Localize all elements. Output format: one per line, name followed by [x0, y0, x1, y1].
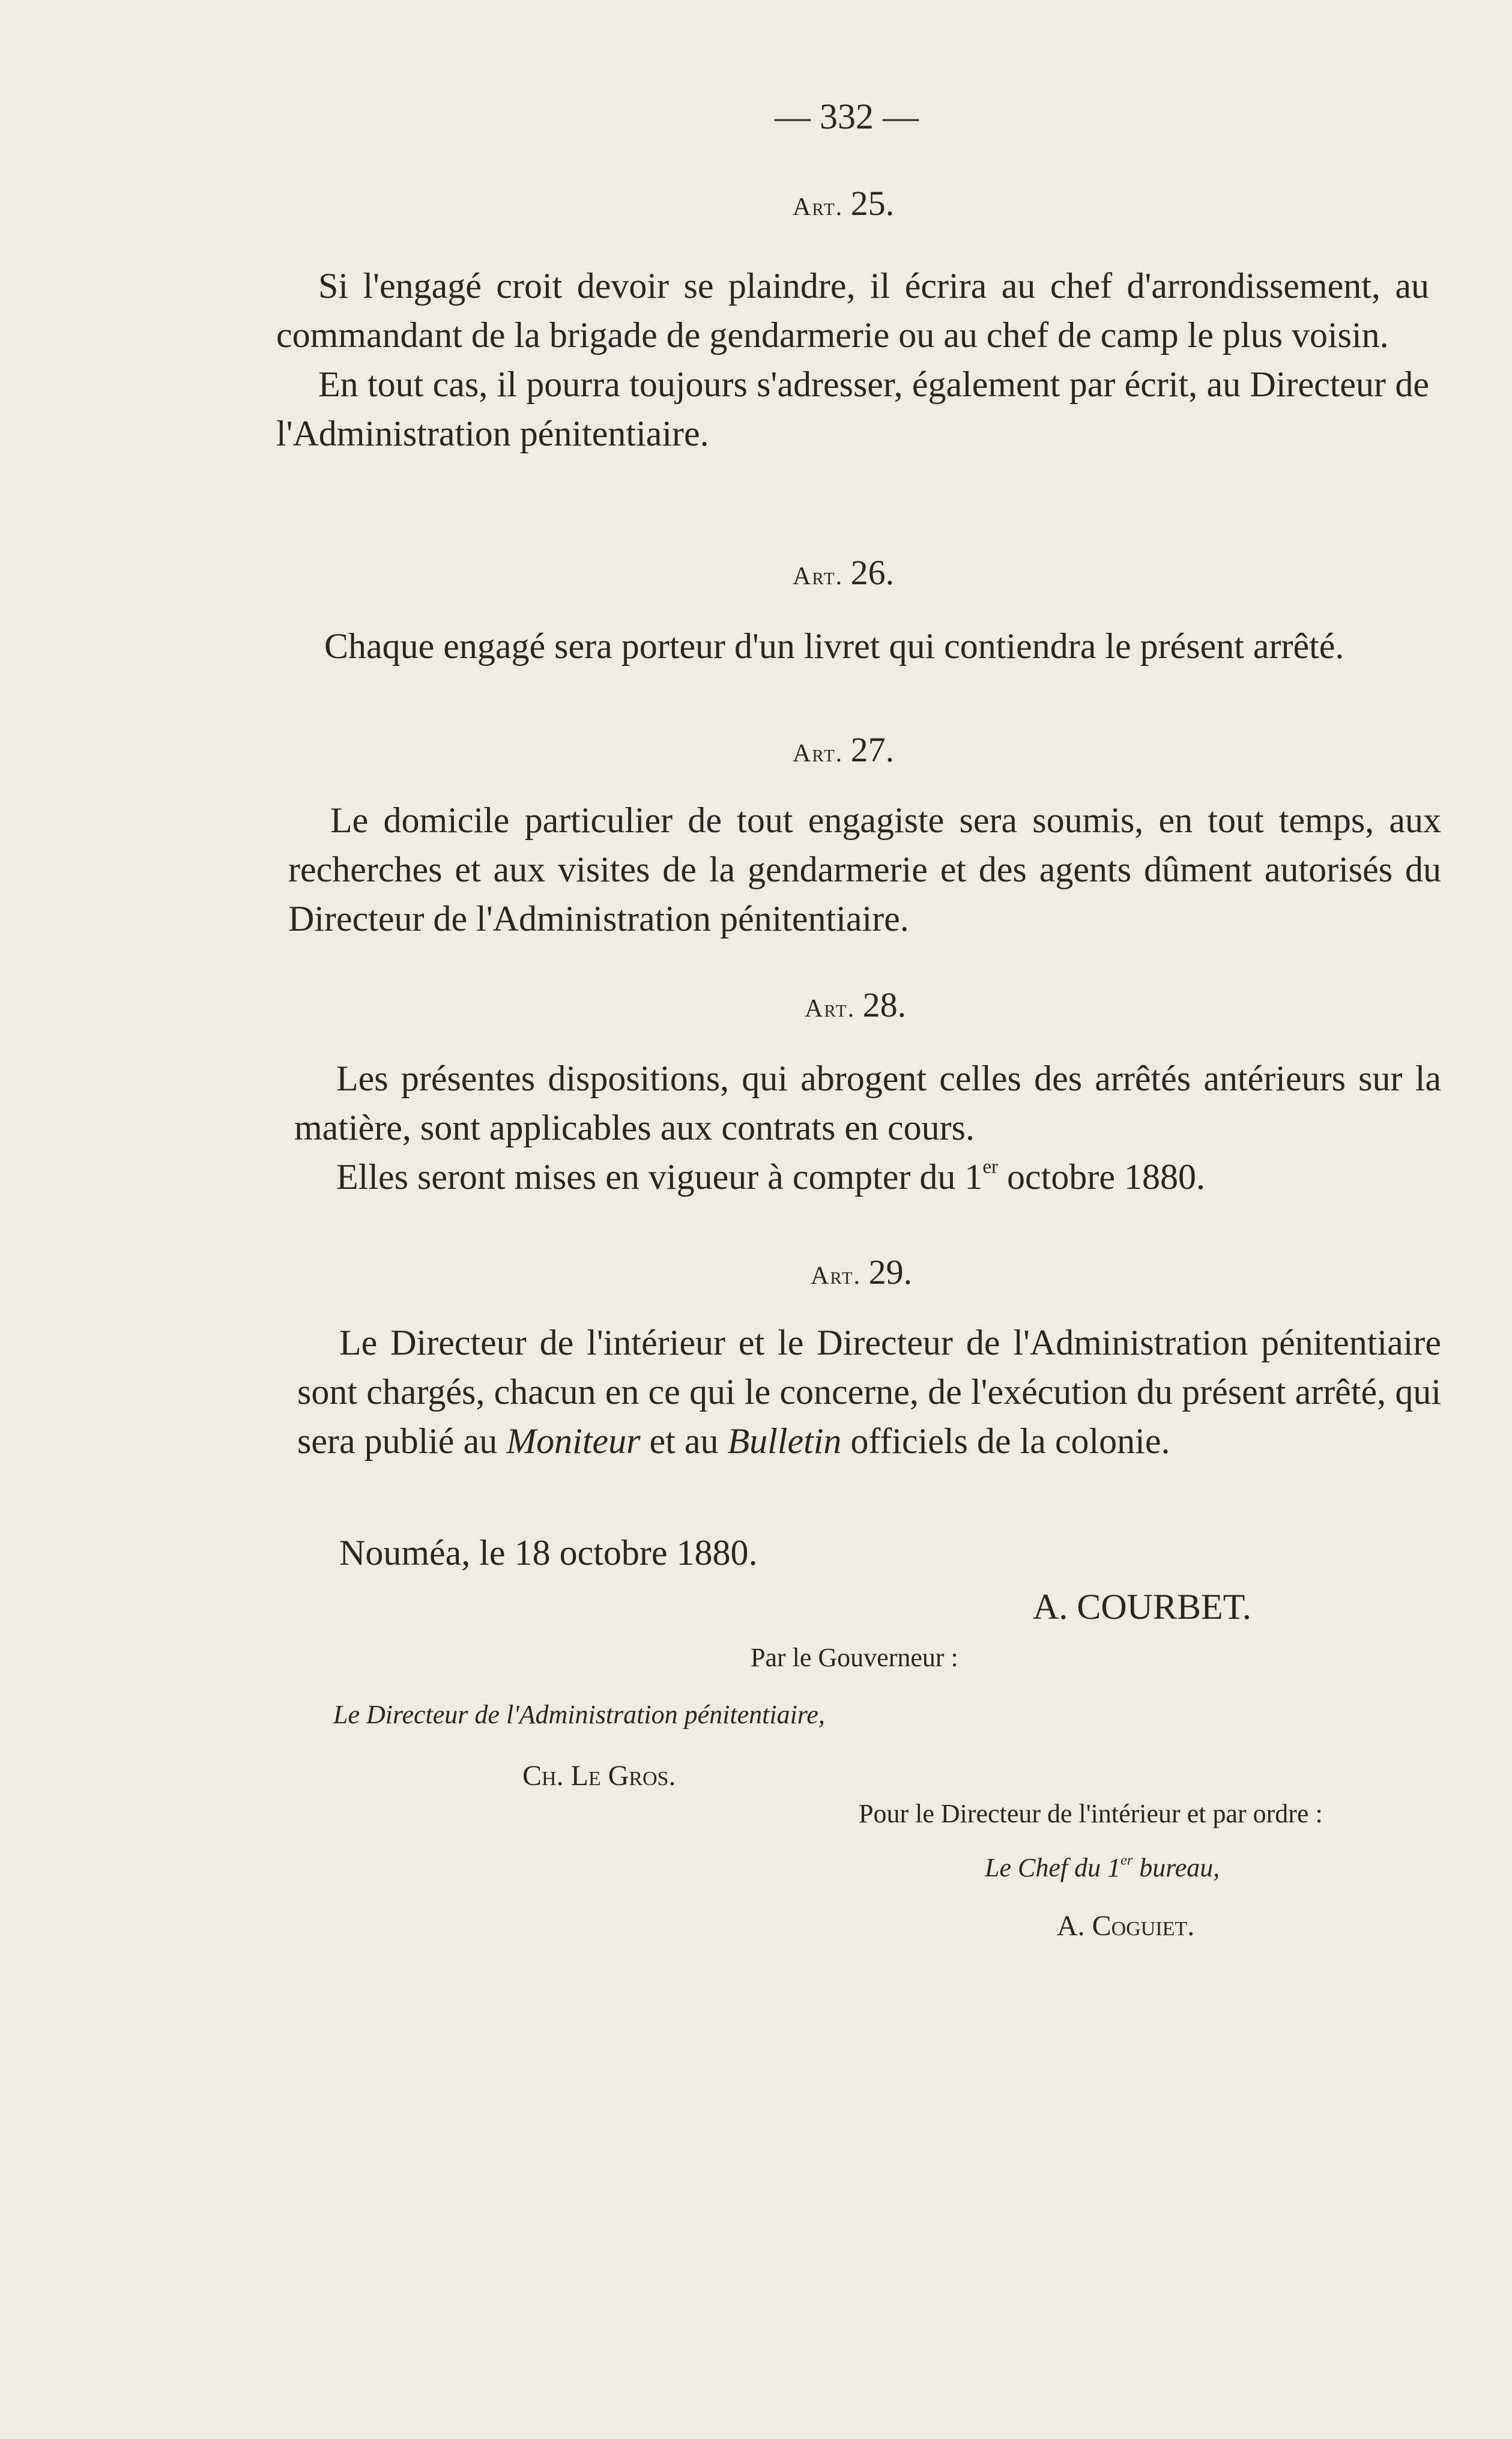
article-heading-prefix: Art. — [793, 563, 844, 590]
article-29-paragraph-1 — [297, 1318, 1441, 1466]
article-29-text-3: officiels de la colonie. — [841, 1421, 1170, 1461]
place-date: Nouméa, le 18 octobre 1880. — [339, 1533, 758, 1573]
article-25-body — [276, 261, 1429, 458]
pour-le-directeur: Pour le Directeur de l'intérieur et par ordre : — [859, 1799, 1323, 1828]
article-28-line-after: octobre 1880. — [998, 1157, 1205, 1197]
article-26-body — [282, 621, 1435, 671]
par-le-gouverneur: Par le Gouverneur : — [751, 1643, 958, 1672]
article-28-paragraph-2 — [294, 1152, 1441, 1201]
page-number: — 332 — — [775, 97, 919, 136]
article-28-line-before: Elles seront mises en vigueur à compter du 1 — [336, 1157, 983, 1197]
chef-name: A. Coguiet. — [1057, 1910, 1195, 1942]
article-heading-prefix: Art. — [805, 995, 856, 1023]
article-28-body — [294, 1054, 1441, 1201]
chef-prefix: Le Chef du 1 — [985, 1853, 1121, 1882]
directeur-title: Le Directeur de l'Administration pénitentiaire, — [333, 1700, 825, 1729]
article-29-text-2: et au — [640, 1421, 728, 1461]
directeur-name: Ch. Le Gros. — [522, 1760, 676, 1792]
article-heading-number: 26. — [850, 553, 895, 592]
article-29-body — [297, 1318, 1441, 1466]
article-heading-prefix: Art. — [793, 193, 844, 221]
article-26-paragraph-1: Chaque engagé sera porteur d'un livret qui contiendra le présent arrêté. — [324, 626, 1344, 666]
article-heading-number: 25. — [850, 184, 895, 223]
article-29-text-1: Le Directeur de l'intérieur et le Directeur de l'Administration pénitentiaire sont chargés, chacun en ce qui le concerne, de l'exécution du présent arrêté, qui sera publié au — [297, 1323, 1441, 1461]
superscript-er: er — [1120, 1852, 1133, 1869]
article-heading-29 — [811, 1252, 912, 1292]
article-heading-28 — [805, 985, 906, 1025]
article-27-body — [288, 796, 1441, 943]
article-25-paragraph-1: Si l'engagé croit devoir se plaindre, il écrira au chef d'arrondissement, au commandant de la brigade de gendarmerie ou au chef de camp le plus voisin. — [276, 266, 1429, 355]
article-heading-prefix: Art. — [793, 740, 844, 767]
article-heading-prefix: Art. — [811, 1262, 862, 1290]
superscript-er: er — [982, 1156, 999, 1178]
article-heading-27 — [793, 730, 894, 770]
article-27-paragraph-1: Le domicile particulier de tout engagiste sera soumis, en tout temps, aux recherches et aux visites de la gendarmerie et des agents dûment autorisés du Directeur de l'Administration pénitentiaire. — [288, 800, 1441, 938]
article-heading-26 — [793, 552, 894, 593]
article-heading-number: 28. — [862, 985, 907, 1024]
chef-du-bureau — [985, 1852, 1220, 1883]
article-heading-number: 29. — [868, 1253, 913, 1292]
article-28-paragraph-1: Les présentes dispositions, qui abrogent celles des arrêtés antérieurs sur la matière, sont applicables aux contrats en cours. — [294, 1059, 1441, 1147]
article-25-paragraph-2: En tout cas, il pourra toujours s'adresser, également par écrit, au Directeur de l'Administration pénitentiaire. — [276, 364, 1429, 453]
article-heading-25 — [793, 183, 894, 223]
chef-suffix: bureau, — [1132, 1853, 1220, 1882]
article-heading-number: 27. — [850, 730, 895, 769]
moniteur-title: Moniteur — [506, 1421, 641, 1461]
bulletin-title: Bulletin — [727, 1421, 842, 1461]
governor-signature: A. COURBET. — [1033, 1587, 1251, 1627]
